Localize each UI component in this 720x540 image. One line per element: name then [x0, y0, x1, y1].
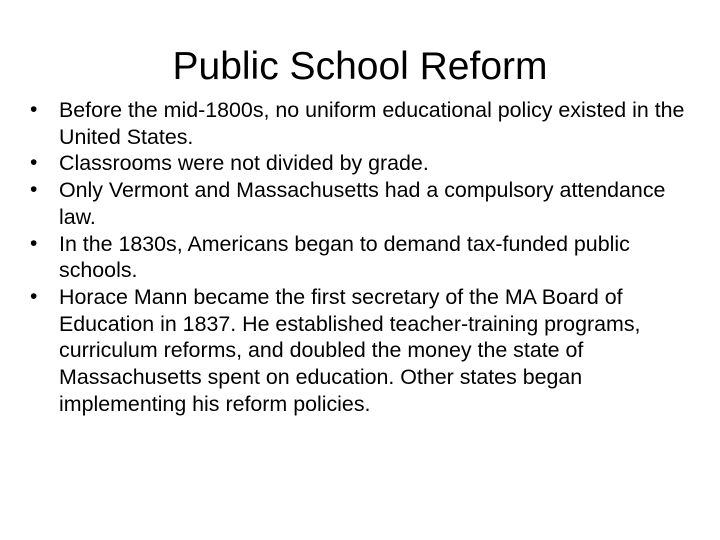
bullet-item	[30, 177, 705, 230]
bullet-text: Classrooms were not divided by grade.	[59, 151, 429, 176]
bullet-text: In the 1830s, Americans began to demand tax-funded public schools.	[59, 231, 630, 283]
bullet-item	[30, 231, 705, 284]
bullet-item	[30, 97, 705, 150]
bullet-list	[30, 97, 705, 417]
bullet-text: Before the mid-1800s, no uniform educational policy existed in the United States.	[59, 98, 685, 149]
bullet-icon: •	[30, 178, 38, 202]
slide-title: Public School Reform	[172, 45, 548, 88]
bullet-item	[30, 150, 705, 177]
bullet-icon: •	[30, 98, 38, 121]
bullet-icon: •	[30, 284, 38, 308]
bullet-text: Only Vermont and Massachusetts had a compulsory attendance law.	[59, 178, 666, 229]
bullet-icon: •	[30, 231, 38, 255]
bullet-text: Horace Mann became the first secretary of the MA Board of Education in 1837. He established teacher-training programs, curriculum reforms, and doubled the money the state of Massachusetts spent on education. Other states began implementing his reform policies.	[59, 284, 641, 416]
bullet-icon: •	[30, 151, 38, 175]
bullet-item	[30, 284, 705, 418]
